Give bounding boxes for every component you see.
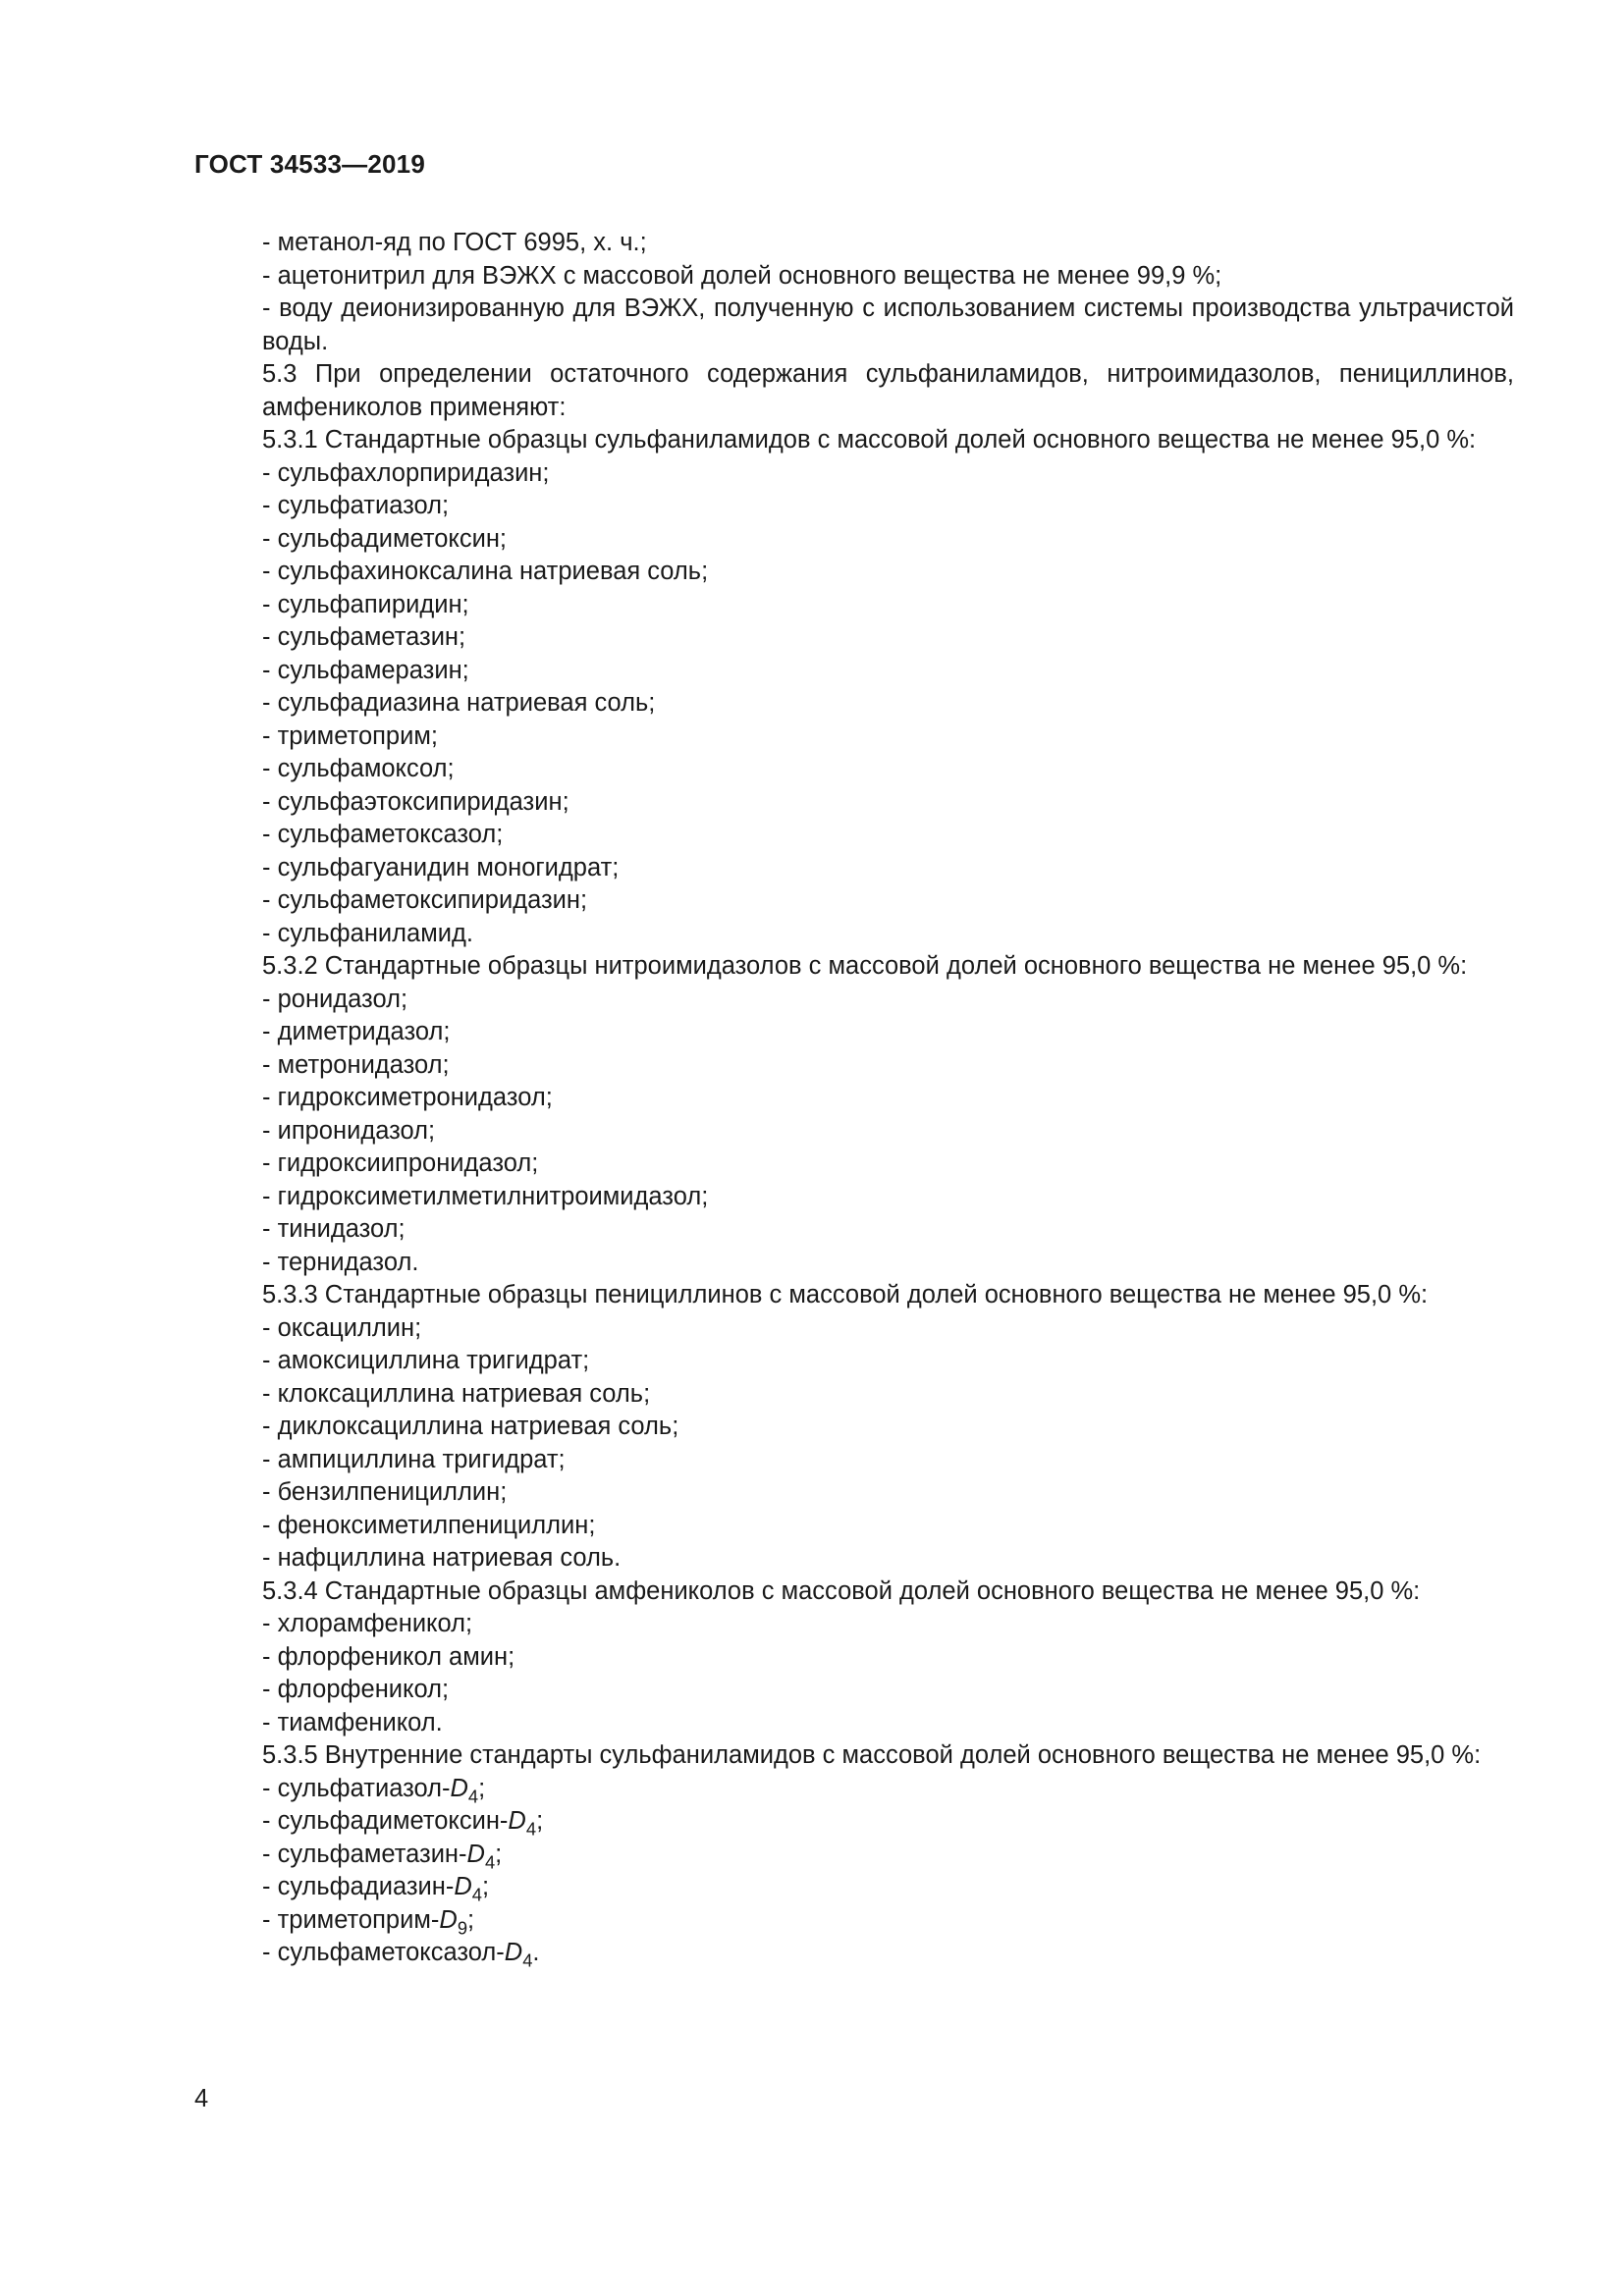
list-item: - флорфеникол;: [262, 1676, 450, 1703]
list-item: - сульфапиридин;: [262, 590, 469, 618]
document-header: ГОСТ 34533—2019: [194, 149, 425, 179]
list-item: - сульфаметоксипиридазин;: [262, 886, 588, 914]
list-item: - флорфеникол амин;: [262, 1642, 515, 1671]
list-item: - тиамфеникол.: [262, 1708, 443, 1736]
section-5-3-text: 5.3 При определении остаточного содержания сульфаниламидов, нитроимидазолов, пенициллинов, амфениколов применяют:: [262, 360, 1514, 421]
list-item: - сульфагуанидин моногидрат;: [262, 853, 620, 881]
list-item: - клоксациллина натриевая соль;: [262, 1379, 651, 1408]
list-item: - сульфаметазин-$D_4$;: [262, 1840, 503, 1872]
page-number: 4: [194, 2085, 209, 2112]
list-item: - оксациллин;: [262, 1313, 422, 1342]
section-5-3-4-title: 5.3.4 Стандартные образцы амфениколов с массовой долей основного вещества не менее 95,0 %:: [262, 1576, 1421, 1605]
list-item: - хлорамфеникол;: [262, 1610, 473, 1637]
list-item: - метронидазол;: [262, 1050, 450, 1079]
list-item: - ипронидазол;: [262, 1116, 436, 1145]
internal-standard-list: [194, 1773, 1514, 1970]
list-item: - ронидазол;: [262, 985, 408, 1013]
list-item: - гидроксиметронидазол;: [262, 1084, 553, 1111]
list-item: - бензилпенициллин;: [262, 1478, 508, 1506]
list-item: - сульфаэтоксипиридазин;: [262, 787, 569, 816]
list-item: - гидроксиипронидазол;: [262, 1149, 539, 1177]
list-item: - сульфадиазина натриевая соль;: [262, 689, 656, 717]
section-5-3-2-title: 5.3.2 Стандартные образцы нитроимидазолов с массовой долей основного вещества не менее 95,0 %:: [262, 952, 1468, 980]
intro-item: - воду деионизированную для ВЭЖХ, полученную с использованием системы производства ультрачистой воды.: [262, 294, 1514, 355]
list-item: - сульфадиметоксин-$D_4$;: [262, 1807, 544, 1840]
list-item: - тинидазол;: [262, 1215, 406, 1243]
list-item: - сульфаниламид.: [262, 919, 473, 947]
sulfonamide-list: [194, 457, 1514, 951]
section-5-3-1-title: 5.3.1 Стандартные образцы сульфаниламидов с массовой долей основного вещества не менее 95,0 %:: [262, 426, 1477, 454]
nitroimidazole-list: [194, 984, 1514, 1280]
list-item: - гидроксиметилметилнитроимидазол;: [262, 1182, 709, 1210]
intro-item: - ацетонитрил для ВЭЖХ с массовой долей основного вещества не менее 99,9 %;: [262, 261, 1222, 290]
list-item: - сульфахиноксалина натриевая соль;: [262, 558, 709, 585]
document-body: [194, 227, 1514, 1970]
intro-item: - метанол-яд по ГОСТ 6995, х. ч.;: [262, 229, 647, 256]
list-item: - тернидазол.: [262, 1248, 419, 1276]
section-5-3-3-title: 5.3.3 Стандартные образцы пенициллинов с массовой долей основного вещества не менее 95,0 %:: [262, 1281, 1429, 1308]
list-item: - нафциллина натриевая соль.: [262, 1544, 622, 1572]
list-item: - амоксициллина тригидрат;: [262, 1347, 590, 1374]
list-item: - феноксиметилпенициллин;: [262, 1511, 596, 1539]
list-item: - сульфаметазин;: [262, 623, 466, 651]
list-item: - триметоприм;: [262, 721, 438, 750]
list-item: - сульфамоксол;: [262, 755, 455, 782]
list-item: - сульфадиазин-$D_4$;: [262, 1873, 490, 1905]
list-item: - ампициллина тригидрат;: [262, 1445, 566, 1473]
list-item: - сульфатиазол-$D_4$;: [262, 1774, 486, 1806]
list-item: - сульфатиазол;: [262, 492, 450, 519]
list-item: - диклоксациллина натриевая соль;: [262, 1413, 679, 1440]
list-item: - триметоприм-$D_9$;: [262, 1905, 475, 1938]
penicillin-list: [194, 1312, 1514, 1575]
list-item: - сульфадиметоксин;: [262, 524, 508, 553]
section-5-3-5-title: 5.3.5 Внутренние стандарты сульфаниламидов с массовой долей основного вещества не менее 95,0 %:: [262, 1741, 1482, 1769]
list-item: - сульфамеразин;: [262, 656, 469, 684]
list-item: - сульфаметоксазол;: [262, 821, 504, 848]
list-item: - сульфаметоксазол-$D_4$.: [262, 1939, 540, 1971]
amphenicol-list: [194, 1608, 1514, 1739]
list-item: - сульфахлорпиридазин;: [262, 458, 550, 487]
list-item: - диметридазол;: [262, 1018, 451, 1045]
